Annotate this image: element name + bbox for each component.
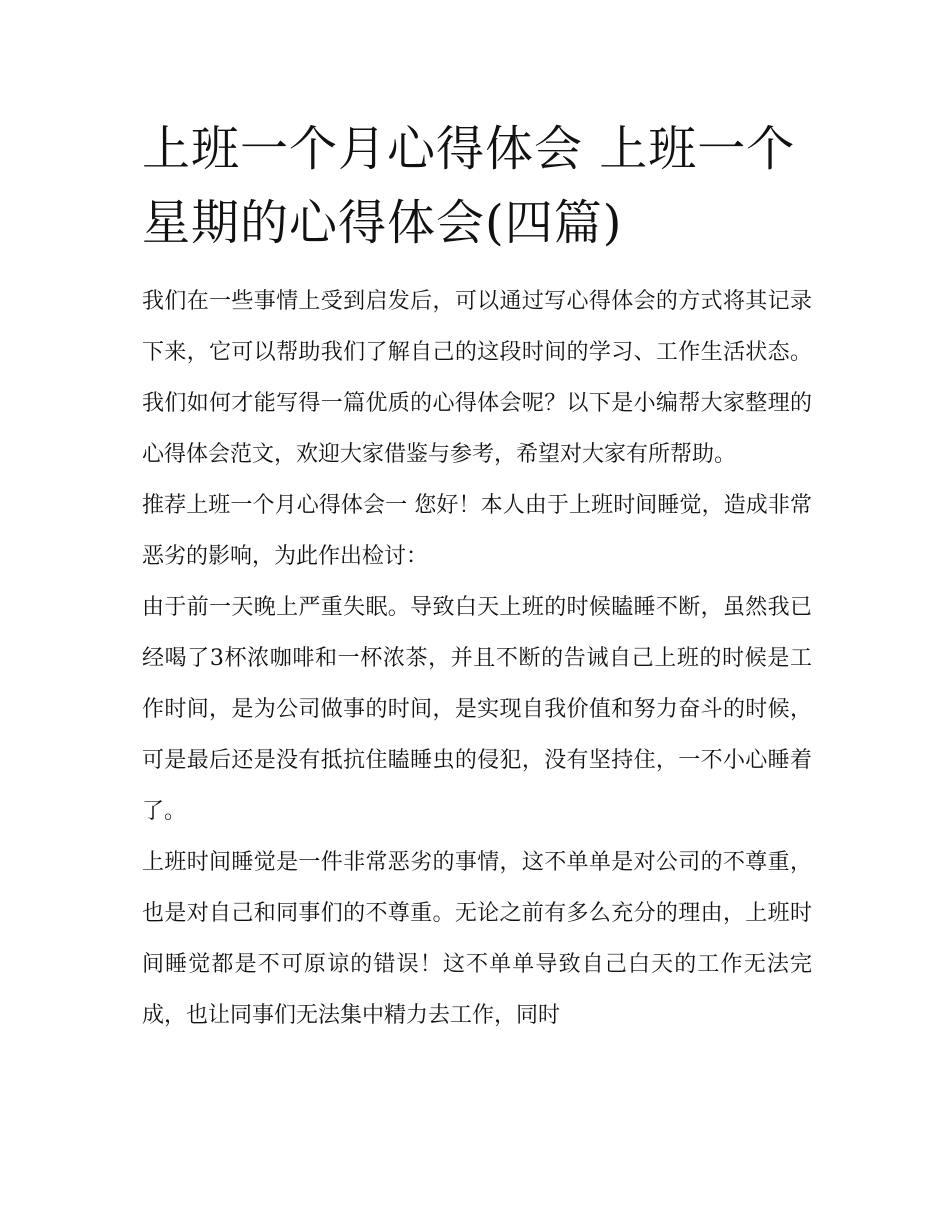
document-title: 上班一个月心得体会 上班一个星期的心得体会(四篇) xyxy=(142,121,796,251)
paragraph-intro: 我们在一些事情上受到启发后，可以通过写心得体会的方式将其记录下来，它可以帮助我们了解自己的这段时间的学习、工作生活状态。我们如何才能写得一篇优质的心得体会呢？以下是小编帮大家整理的心得体会范文，欢迎大家借鉴与参考，希望对大家有所帮助。 xyxy=(142,289,812,467)
paragraph-recommend-heading: 推荐上班一个月心得体会一 您好！本人由于上班时间睡觉，造成非常恶劣的影响，为此作出检讨： xyxy=(142,493,812,569)
paragraph-reflection: 上班时间睡觉是一件非常恶劣的事情，这不单单是对公司的不尊重，也是对自己和同事们的不尊重。无论之前有多么充分的理由，上班时间睡觉都是不可原谅的错误！这不单单导致自己白天的工作无法完成，也让同事们无法集中精力去工作，同时 xyxy=(142,850,812,1028)
document-body xyxy=(142,112,812,1041)
paragraph-reason: 由于前一天晚上严重失眠。导致白天上班的时候瞌睡不断，虽然我已经喝了3杯浓咖啡和一杯浓茶，并且不断的告诫自己上班的时候是工作时间，是为公司做事的时间，是实现自我价值和努力奋斗的时候，可是最后还是没有抵抗住瞌睡虫的侵犯，没有坚持住，一不小心睡着了。 xyxy=(142,595,812,824)
